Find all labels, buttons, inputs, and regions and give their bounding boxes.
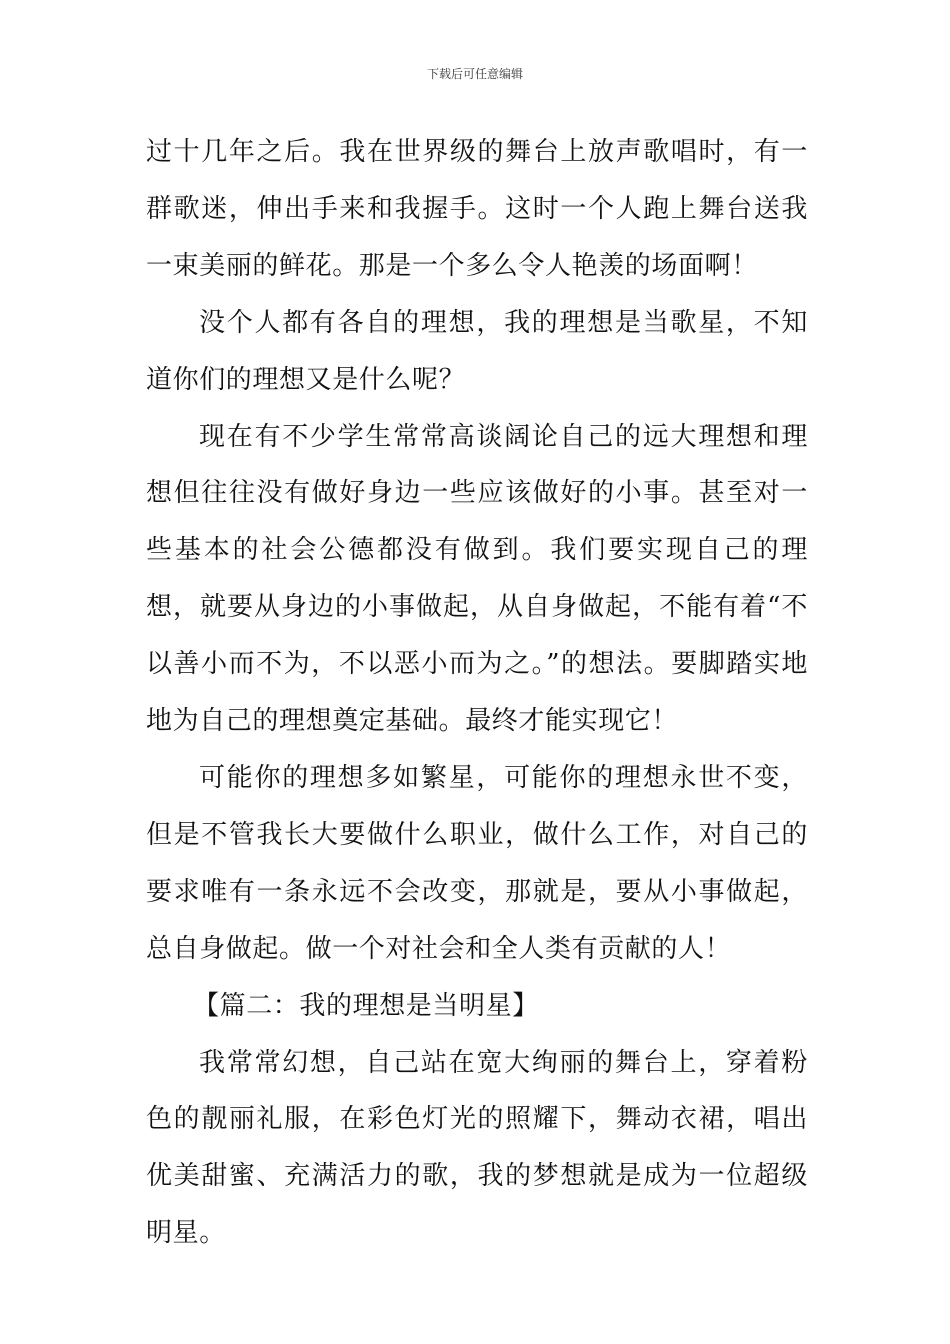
page-header: 下载后可任意编辑 <box>426 67 523 81</box>
section-heading: 【篇二：我的理想是当明星】 <box>193 990 539 1021</box>
paragraph-small-things: 现在有不少学生常常高谈阔论自己的远大理想和理想但往往没有做好身边一些应该做好的小事。甚至对一些基本的社会公德都没有做到。我们要实现自己的理想，就要从身边的小事做起，从自身做起，不能有着“不以善小而不为，不以恶小而为之。”的想法。要脚踏实地地为自己的理想奠定基础。最终才能实现它！ <box>146 421 808 737</box>
document-body <box>146 124 808 1262</box>
paragraph-ideal-singer: 没个人都有各自的理想，我的理想是当歌星，不知道你们的理想又是什么呢？ <box>146 307 808 395</box>
paragraph-continuation: 过十几年之后。我在世界级的舞台上放声歌唱时，有一群歌迷，伸出手来和我握手。这时一个人跑上舞台送我一束美丽的鲜花。那是一个多么令人艳羡的场面啊！ <box>146 137 808 281</box>
paragraph-star-dream: 我常常幻想，自己站在宽大绚丽的舞台上，穿着粉色的靓丽礼服，在彩色灯光的照耀下，舞动衣裙，唱出优美甜蜜、充满活力的歌，我的梦想就是成为一位超级明星。 <box>146 1047 808 1249</box>
paragraph-conclusion: 可能你的理想多如繁星，可能你的理想永世不变，但是不管我长大要做什么职业，做什么工作，对自己的要求唯有一条永远不会改变，那就是，要从小事做起，总自身做起。做一个对社会和全人类有贡献的人！ <box>146 762 808 964</box>
